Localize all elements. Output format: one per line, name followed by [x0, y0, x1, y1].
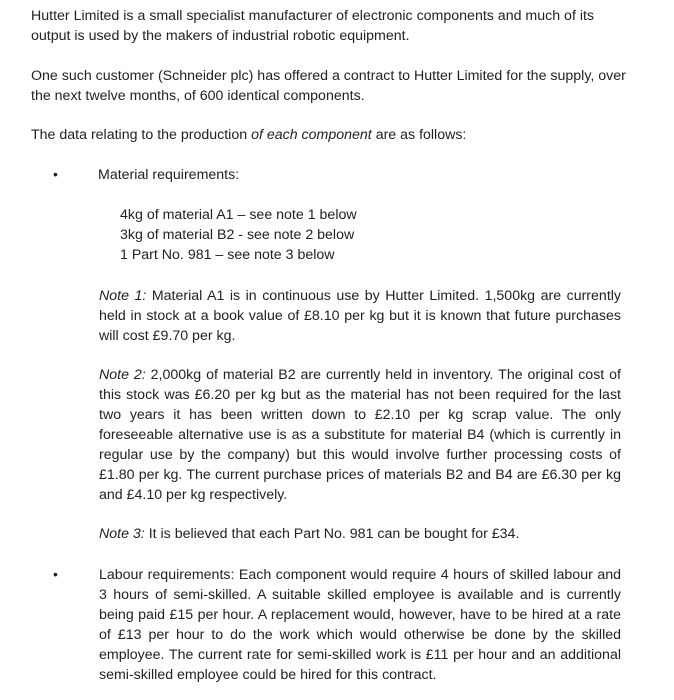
- bullet-marker-labour: •: [53, 566, 58, 582]
- note-1: [99, 286, 621, 346]
- material-list: [120, 205, 357, 265]
- note-2: [99, 365, 621, 505]
- note-1-label: Note 1:: [99, 288, 147, 304]
- intro-p3-italic: of each component: [251, 127, 372, 143]
- note-1-text: Material A1 is in continuous use by Hutter Limited. 1,500kg are currently held in stock at a book value of £8.10 per kg but it is known that future purchases will cost £9.70 per kg.: [99, 288, 622, 344]
- note-2-label: Note 2:: [99, 367, 146, 383]
- material-item-a1: 4kg of material A1 – see note 1 below: [120, 207, 357, 223]
- material-item-b2: 3kg of material B2 - see note 2 below: [120, 227, 355, 243]
- note-3: [99, 524, 621, 544]
- material-item-part-981: 1 Part No. 981 – see note 3 below: [120, 247, 335, 263]
- labour-requirements: Labour requirements: Each component would require 4 hours of skilled labour and 3 hours of semi-skilled. A suitable skilled employee is available and is currently being paid £15 per hour. A replacement would, however, have to be hired at a rate of £13 per hour to do the work which would otherwise be done by the skilled employee. The current rate for semi-skilled work is £11 per hour and an additional semi-skilled employee could be hired for this contract.: [99, 567, 621, 683]
- note-3-text: It is believed that each Part No. 981 can be bought for £34.: [144, 526, 520, 542]
- intro-p3-after: are as follows:: [371, 127, 467, 143]
- intro-paragraph-1: Hutter Limited is a small specialist manufacturer of electronic components and much of its output is used by the makers of industrial robotic equipment.: [31, 8, 595, 44]
- material-heading: Material requirements:: [98, 167, 240, 183]
- intro-paragraph-2: One such customer (Schneider plc) has offered a contract to Hutter Limited for the supply, over the next twelve months, of 600 identical components.: [31, 68, 626, 104]
- intro-p3-before: The data relating to the production: [31, 127, 252, 143]
- bullet-marker-material: •: [53, 166, 58, 182]
- note-2-text: 2,000kg of material B2 are currently held in inventory. The original cost of this stock was £6.20 per kg but as the material has not been required for the last two years it has been written down to £2.10 per kg scrap value. The only foreseeable alternative use is as a substitute for material B4 (which is currently in regular use by the company) but this would involve further processing costs of £1.80 per kg. The current purchase prices of materials B2 and B4 are £6.30 per kg and £4.10 per kg respectively.: [99, 367, 621, 503]
- note-3-label: Note 3:: [99, 526, 145, 542]
- intro-paragraph-3: [31, 125, 631, 145]
